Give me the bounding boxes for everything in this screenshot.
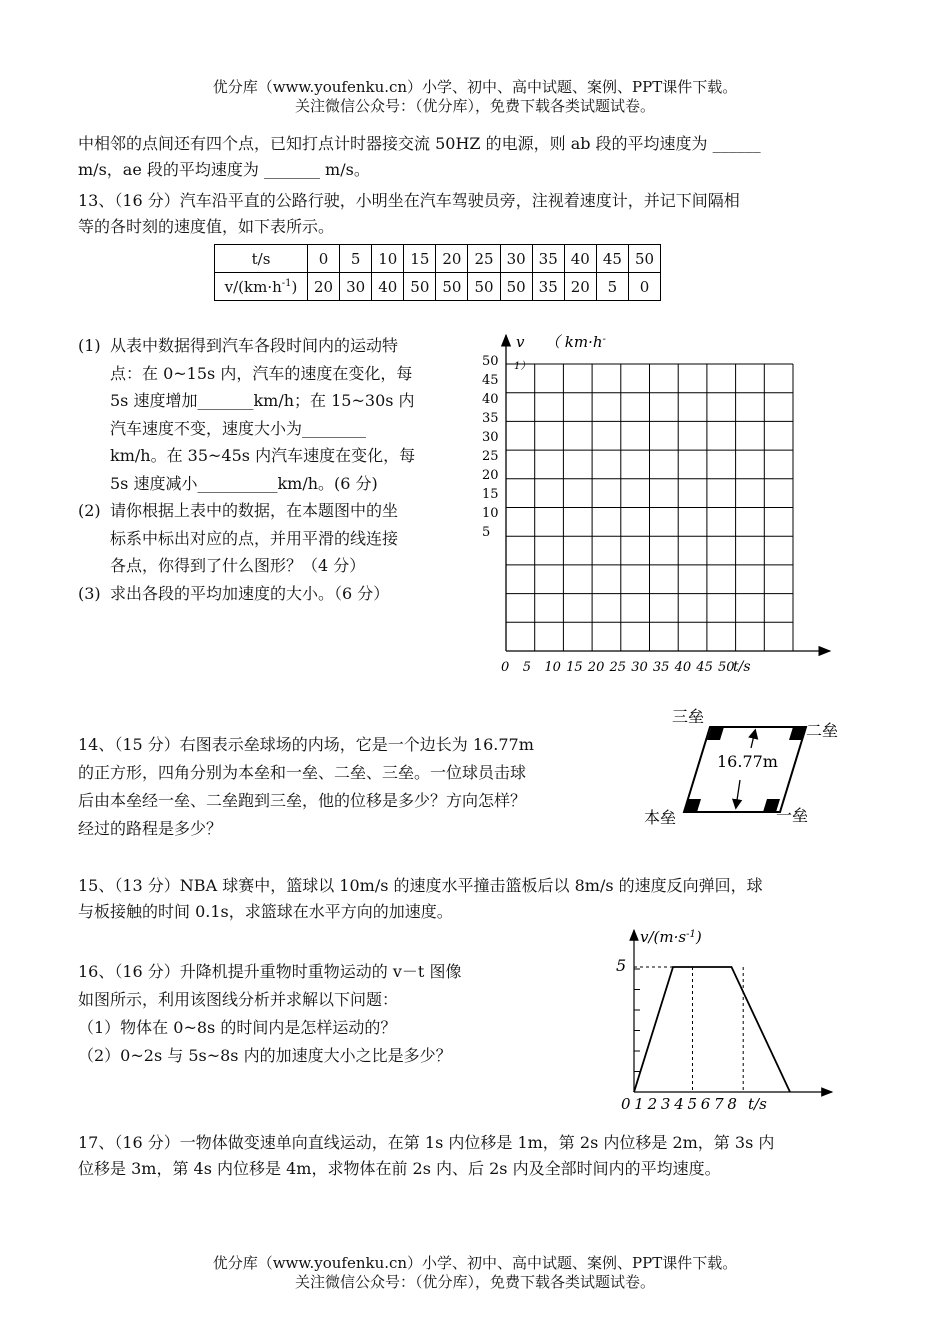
x-tick-label: 0 [501, 660, 510, 675]
q17-line-2: 位移是 3m，第 4s 内位移是 4m，求物体在前 2s 内、后 2s 内及全部时间内的平均速度。 [78, 1159, 721, 1178]
vt-y-label: $v/(m\cdot s^{-1})$ [640, 928, 702, 946]
q12-line-1: 中相邻的点间还有四个点，已知打点计时器接交流 50HZ 的电源，则 ab 段的平均速度为 ______ [78, 134, 761, 153]
q17-line-1: 17、（16 分）一物体做变速单向直线运动，在第 1s 内位移是 1m，第 2s 内位移是 2m，第 3s 内 [78, 1133, 775, 1152]
vt-x-tick-label: 6 [700, 1095, 711, 1113]
table-cell: 5 [340, 245, 372, 273]
table-cell: 30 [340, 273, 372, 301]
vt-x-tick-label: 0 [621, 1095, 631, 1113]
y-tick-label: 35 [482, 411, 499, 426]
q13-sub-2: (2) 请你根据上表中的数据，在本题图中的坐 标系中标出对应的点，并用平滑的线连接 各点，你得到了什么图形？（4 分） [78, 501, 399, 575]
q13-line-2: 等的各时刻的速度值，如下表所示。 [78, 217, 335, 236]
q13-sub-1: (1) 从表中数据得到汽车各段时间内的运动特 点：在 0~15s 内，汽车的速度在变化，每 5s 速度增加_______km/h；在 15~30s 内 汽车速度不变，速度大小为________ km/h。在 35~45s 内汽车速度在变化，每 5s 速度减小__________km/h。(6 分) [78, 336, 416, 493]
table-cell: 30 [500, 245, 532, 273]
y-tick-label: 20 [482, 468, 499, 483]
table-cell: 0 [308, 245, 340, 273]
header-line-1: 优分库（www.youfenku.cn）小学、初中、高中试题、案例、PPT课件下载。 [212, 78, 738, 96]
vt-x-tick-label: 3 [660, 1095, 671, 1113]
x-tick-label: 25 [609, 660, 627, 675]
vt-x-tick-label: 7 [714, 1095, 724, 1113]
x-tick-label: 15 [566, 660, 583, 675]
q16-line-1: 16、（16 分）升降机提升重物时重物运动的 v－t 图像 [78, 962, 462, 981]
vt-x-tick-label: 5 [687, 1095, 698, 1113]
q15-line-2: 与板接触的时间 0.1s，求篮球在水平方向的加速度。 [78, 902, 453, 921]
q15-text [78, 873, 878, 925]
dimension-arrow-down [736, 780, 740, 807]
y-tick-label: 30 [482, 430, 499, 445]
x-tick-label: 50 [718, 660, 735, 675]
q13-subquestions [78, 332, 468, 607]
q13-line-1: 13、（16 分）汽车沿平直的公路行驶，小明坐在汽车驾驶员旁，注视着速度计，并记下间隔相 [78, 191, 740, 210]
x-tick-label: 10 [544, 660, 561, 675]
table-cell: 20 [436, 245, 468, 273]
q14-line-3: 后由本垒经一垒、二垒跑到三垒，他的位移是多少？方向怎样？ [78, 791, 527, 810]
q13-sub-3: (3) 求出各段的平均加速度的大小。（6 分） [78, 583, 390, 603]
table-cell: 50 [500, 273, 532, 301]
side-length-label: 16.77m [717, 752, 778, 771]
grid-chart [470, 325, 850, 685]
y-tick-label: 15 [482, 487, 499, 502]
q13-stem [78, 188, 878, 240]
y-tick-label: 40 [482, 392, 499, 407]
q16-line-3: （1）物体在 0~8s 的时间内是怎样运动的？ [78, 1018, 397, 1037]
table-cell: 35 [532, 273, 564, 301]
y-tick-label: 45 [482, 373, 499, 388]
table-cell: 35 [532, 245, 564, 273]
vt-x-label: t/s [748, 1095, 767, 1113]
footer-line-2: 关注微信公众号：（优分库），免费下载各类试题试卷。 [294, 1273, 655, 1291]
y-tick-label: 10 [482, 506, 499, 521]
x-tick-label: 40 [674, 660, 692, 675]
vt-series-line [634, 967, 790, 1092]
table-cell: 45 [596, 245, 628, 273]
vt-x-tick-label: 2 [647, 1095, 658, 1113]
y-axis-label-unit: （ km·h- [545, 333, 606, 351]
table-cell: 10 [372, 245, 404, 273]
table-cell: $v/(km\cdot h^{-1})$ [215, 273, 308, 301]
first-base-label: 一垒 [776, 806, 809, 825]
table-cell: t/s [215, 245, 308, 273]
vt-chart [600, 922, 840, 1117]
page-footer [0, 1254, 950, 1292]
x-tick-label: 20 [587, 660, 605, 675]
second-base-label: 二垒 [806, 721, 839, 740]
q16-line-2: 如图所示，利用该图线分析并求解以下问题： [78, 990, 399, 1009]
q12-tail [78, 131, 878, 183]
page-header [0, 78, 950, 116]
table-cell: 0 [628, 273, 660, 301]
table-cell: 40 [564, 245, 596, 273]
vt-x-tick-label: 1 [634, 1095, 644, 1113]
table-cell: 15 [404, 245, 436, 273]
y-tick-label: 50 [482, 354, 499, 369]
y-tick-label: 5 [482, 525, 491, 540]
grid-lines [506, 364, 793, 651]
table-row-time [215, 245, 661, 273]
q14-line-1: 14、（15 分）右图表示垒球场的内场，它是一个边长为 16.77m [78, 735, 534, 754]
table-cell: 40 [372, 273, 404, 301]
table-cell: 50 [468, 273, 500, 301]
table-cell: 50 [436, 273, 468, 301]
q17-text [78, 1130, 878, 1182]
table-cell: 20 [308, 273, 340, 301]
table-row-speed [215, 273, 661, 301]
table-cell: 25 [468, 245, 500, 273]
vt-x-tick-label: 8 [727, 1095, 737, 1113]
table-cell: 5 [596, 273, 628, 301]
third-base-label: 三垒 [672, 707, 705, 726]
header-line-2: 关注微信公众号：（优分库），免费下载各类试题试卷。 [294, 97, 655, 115]
vt-y-tick-label: 5 [616, 956, 627, 975]
speed-table [214, 244, 661, 301]
q14-line-2: 的正方形，四角分别为本垒和一垒、二垒、三垒。一位球员击球 [78, 763, 527, 782]
table-cell: 50 [628, 245, 660, 273]
y-tick-label: 25 [482, 449, 499, 464]
q16-text [78, 958, 598, 1070]
x-tick-label: 5 [522, 660, 531, 675]
q14-text [78, 731, 638, 843]
x-tick-label: 45 [696, 660, 713, 675]
table-cell: 50 [404, 273, 436, 301]
q12-line-2: m/s，ae 段的平均速度为 _______ m/s。 [78, 160, 370, 179]
baseball-diamond-diagram [640, 700, 850, 835]
q15-line-1: 15、（13 分）NBA 球赛中，篮球以 10m/s 的速度水平撞击篮板后以 8m/s 的速度反向弹回，球 [78, 876, 763, 895]
q14-line-4: 经过的路程是多少？ [78, 819, 223, 838]
q16-line-4: （2）0~2s 与 5s~8s 内的加速度大小之比是多少？ [78, 1046, 452, 1065]
x-tick-label: 35 [652, 660, 670, 675]
y-axis-label-sup: 1） [514, 361, 531, 372]
home-base-label: 本垒 [644, 808, 677, 827]
vt-x-tick-label: 4 [674, 1095, 684, 1113]
footer-line-1: 优分库（www.youfenku.cn）小学、初中、高中试题、案例、PPT课件下载。 [212, 1254, 738, 1272]
x-tick-label: 30 [631, 660, 648, 675]
table-cell: 20 [564, 273, 596, 301]
x-axis-label: t/s [733, 659, 751, 675]
y-axis-label-v: v [516, 333, 525, 351]
dimension-arrow-up [751, 731, 755, 748]
